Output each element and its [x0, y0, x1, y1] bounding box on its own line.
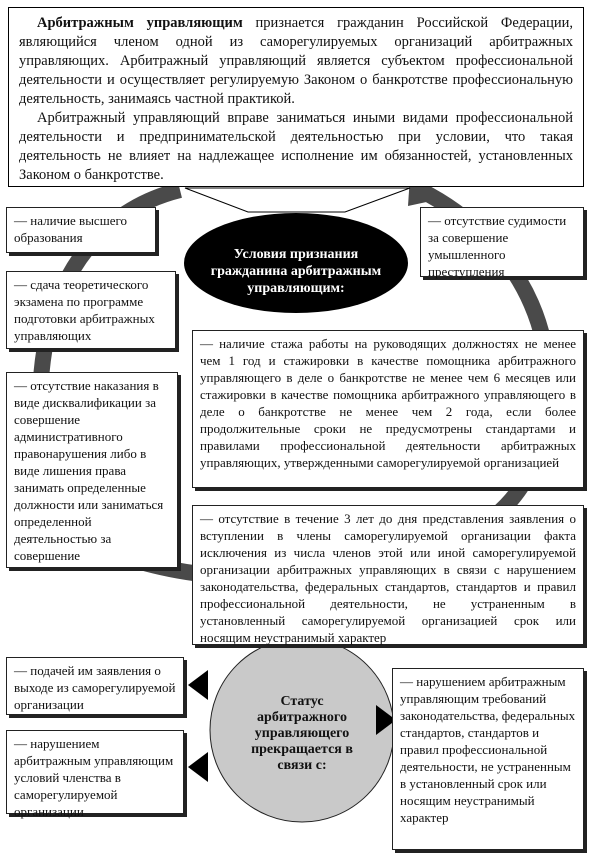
condition-exam: — сдача теоретического экзамена по программе подготовки арбитражных управляющих — [6, 271, 176, 349]
arrow-left-1 — [188, 670, 208, 700]
termination-law-violation: — нарушением арбитражным управляющим требований законодательства, федеральных стандартов, стандартов и правил профессиональной деятельности, не устраненным в установленный срок или носящим неустранимый характер — [392, 668, 584, 850]
termination-title: Статус арбитражного управляющего прекращается в связи с: — [251, 694, 353, 773]
definition-text: признается гражданин Российской Федерации, являющийся членом одной из саморегулируемых организаций арбитражных управляющих. Арбитражный управляющий является субъектом профессиональной деятельности и осуществляет регулируемую Законом о банкротстве профессиональную деятельность, занимаясь частной практикой. — [19, 15, 573, 107]
arrow-left-2 — [188, 752, 208, 782]
termination-membership-violation: — нарушением арбитражным управляющим условий членства в саморегулируемой организации — [6, 730, 184, 814]
definition-term: Арбитражным управляющим — [37, 15, 243, 31]
definition-box — [8, 7, 584, 187]
definition-paragraph-2: Арбитражный управляющий вправе заниматься иными видами профессиональной деятельности и предпринимательской деятельностью при условии, что такая деятельность не влияет на надлежащее исполнение им обязанностей, установленных Законом о банкротстве. — [19, 110, 573, 183]
condition-no-exclusion: — отсутствие в течение 3 лет до дня представления заявления о вступлении в члены саморегулируемой организации факта исключения из числа членов этой или иной саморегулируемой организации арбитражных управляющих в связи с нарушением законодательства, федеральных стандартов, стандартов и правил профессиональной деятельности, не устраненным в установленный саморегулируемой организацией срок или носящим неустранимый характер — [192, 505, 584, 645]
condition-no-disqualification: — отсутствие наказания в виде дисквалификации за совершение административного правонарушения либо в виде лишения права занимать определенные должности или заниматься определенной деятельностью за совершение — [6, 372, 178, 568]
condition-education: — наличие высшего образования — [6, 207, 156, 253]
definition-paragraph-1 — [19, 14, 573, 109]
termination-application: — подачей им заявления о выходе из саморегулируемой организации — [6, 657, 184, 715]
condition-no-criminal-record: — отсутствие судимости за совершение умышленного преступления — [420, 207, 584, 277]
callout-pointer — [185, 188, 410, 212]
condition-experience: — наличие стажа работы на руководящих должностях не менее чем 1 год и стажировки в качестве помощника арбитражного управляющего в деле о банкротстве не менее чем 6 месяцев или стажировки в качестве помощника арбитражного управляющего в деле о банкротстве не менее чем 2 года, если более продолжительные сроки не предусмотрены стандартами и правилами профессиональной деятельности арбитражных управляющих, утвержденными саморегулируемой организацией — [192, 330, 584, 488]
conditions-title: Условия признания гражданина арбитражным управляющим: — [210, 247, 382, 296]
